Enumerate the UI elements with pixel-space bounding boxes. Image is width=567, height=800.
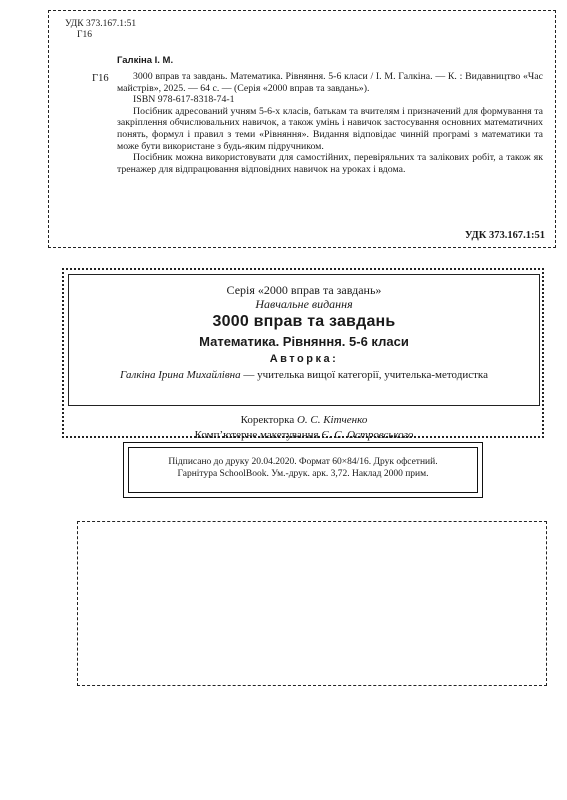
catalog-code-left: Г16 (92, 73, 109, 84)
book-subtitle: Математика. Рівняння. 5-6 класи (199, 334, 409, 349)
edition-type: Навчальне видання (255, 297, 353, 311)
book-title: 3000 вправ та завдань (212, 313, 396, 330)
corrector-name: О. С. Кітченко (296, 414, 368, 426)
author-name: Галкіна Ірина Михайлівна (120, 369, 241, 381)
author-label: Авторка: (269, 353, 339, 365)
catalog-description: 3000 вправ та завдань. Математика. Рівняння. 5-6 класи / І. М. Галкіна. — К. : Видавництво «Час майстрів», 2025. — 64 с. — (Серія «2000 вправ та завдань»). (117, 71, 543, 94)
udk-bottom: УДК 373.167.1:51 (464, 230, 545, 241)
layout-label: Комп’ютерне макетування (194, 429, 322, 441)
catalog-body (117, 71, 543, 175)
author-description: — учителька вищої категорії, учителька-методистка (240, 369, 488, 381)
empty-dashed-box (77, 521, 547, 686)
print-info-line-1: Підписано до друку 20.04.2020. Формат 60×84/16. Друк офсетний. (168, 457, 438, 467)
corrector-label: Коректорка (240, 414, 297, 426)
print-info-line-2: Гарнітура SchoolBook. Ум.-друк. арк. 3,72. Наклад 2000 прим. (177, 468, 429, 479)
author-line (69, 369, 539, 381)
credits (68, 413, 540, 443)
layout-name: Є. С. Островського (321, 429, 414, 441)
catalog-card (48, 10, 556, 248)
udk-top: УДК 373.167.1:51 (65, 19, 137, 29)
catalog-code-top: Г16 (77, 30, 92, 40)
catalog-isbn: ISBN 978-617-8318-74-1 (133, 94, 235, 106)
catalog-author: Галкіна І. М. (117, 55, 174, 66)
catalog-annotation-2: Посібник можна використовувати для самостійних, перевіряльних та залікових робіт, а також як тренажер для відпрацювання відповідних навичок на уроках і вдома. (117, 152, 543, 175)
series-line: Серія «2000 вправ та завдань» (226, 283, 382, 297)
print-info-box (128, 447, 478, 493)
catalog-annotation-1: Посібник адресований учням 5-6-х класів, батькам та вчителям і призначений для формування та закріплення обчислювальних навичок, а також умінь і навичок застосування основних математичних понять, формул і правил з теми «Рівняння». Видання відповідає чинній програмі з математики та може бути використане з будь-яким підручником. (117, 105, 543, 152)
corrector-line (68, 413, 540, 428)
layout-line (68, 428, 540, 443)
imprint-box (68, 274, 540, 406)
